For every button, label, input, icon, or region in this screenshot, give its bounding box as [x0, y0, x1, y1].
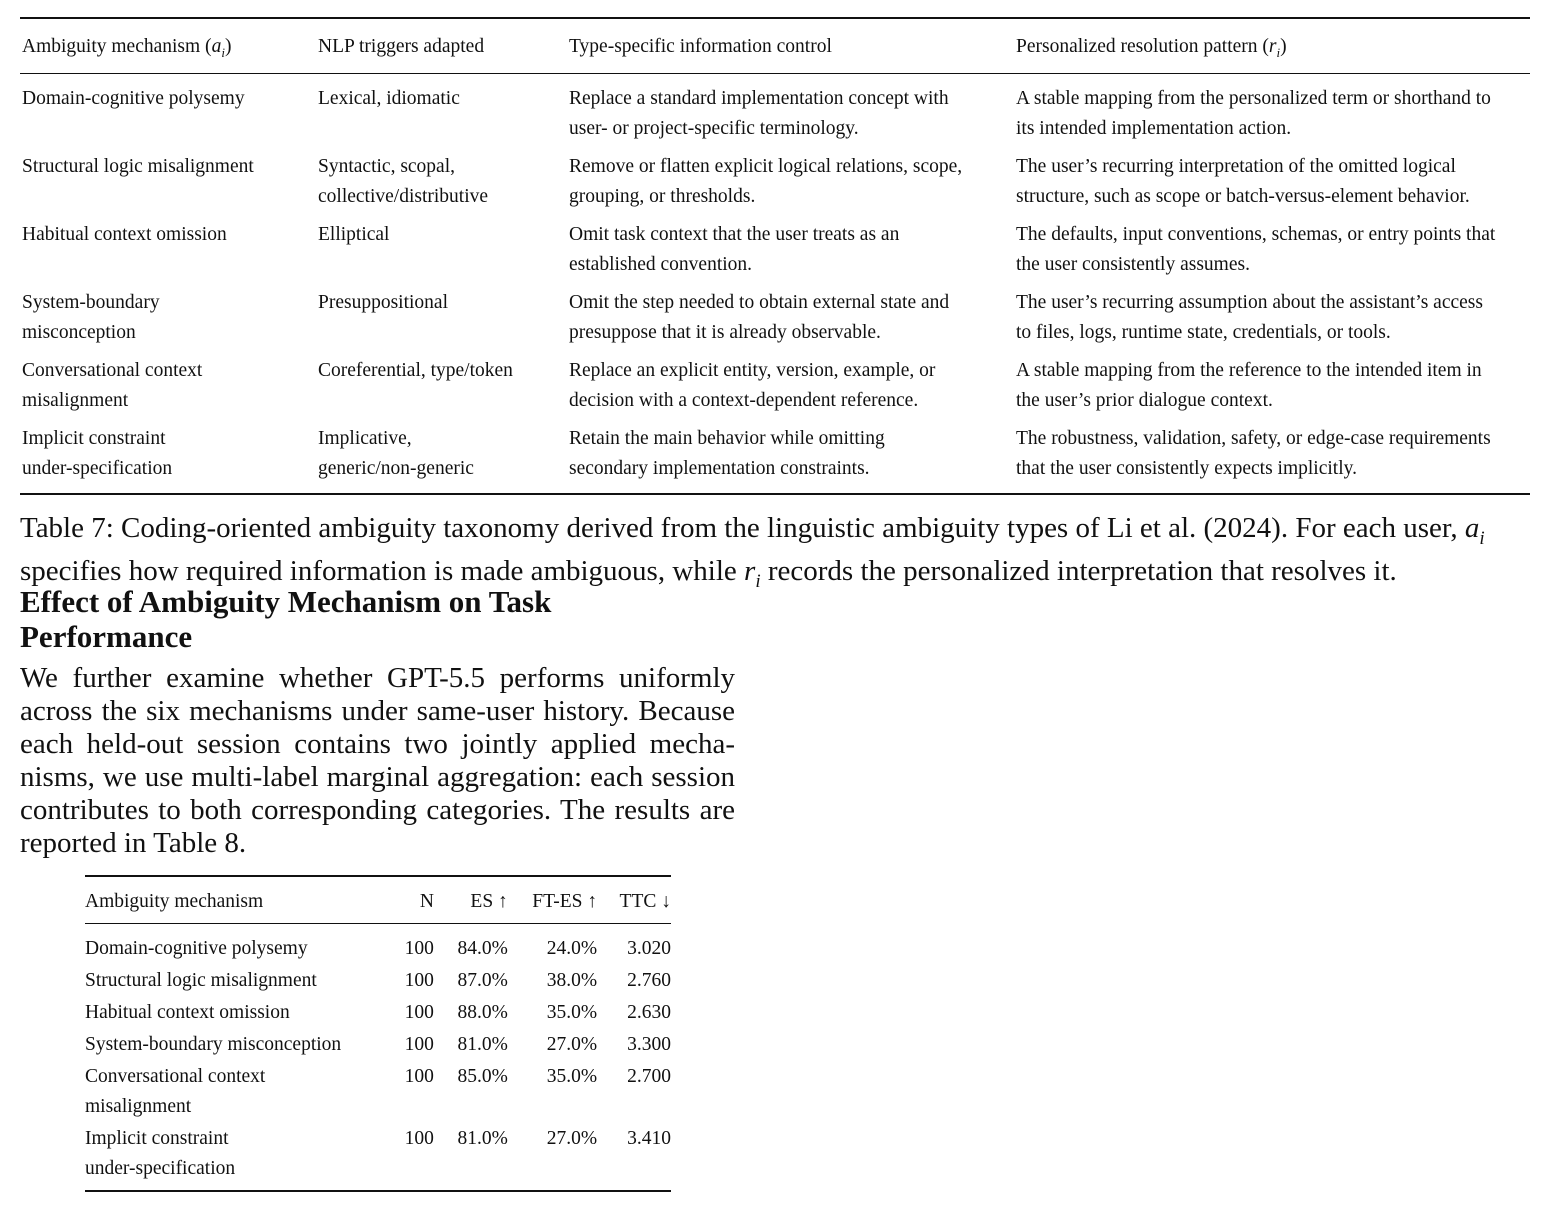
- cell-line: presuppose that it is already observable.: [569, 321, 881, 343]
- t7-cell-mechanism: [20, 280, 318, 348]
- cell-line: misconception: [22, 321, 136, 343]
- t8-cell-es: 88.0%: [457, 1002, 508, 1023]
- t8-cell-ttc: 3.410: [627, 1128, 671, 1149]
- table-row: [85, 1122, 671, 1191]
- t7-cell-control: [569, 73, 1016, 144]
- t8-cell-mechanism: [85, 924, 403, 965]
- cell-line: The robustness, validation, safety, or edge-case requirements: [1016, 427, 1491, 449]
- t8-cell-ttc: 2.700: [627, 1066, 671, 1087]
- cell-line: Remove or flatten explicit logical relations, scope,: [569, 155, 963, 177]
- t8-cell-ftes: 24.0%: [546, 938, 598, 959]
- t8-cell-ftes: 27.0%: [546, 1128, 598, 1149]
- cell-line: Domain-cognitive polysemy: [85, 938, 308, 959]
- cell-line: to files, logs, runtime state, credentials, or tools.: [1016, 321, 1391, 343]
- t7-cell-resolution: [1016, 416, 1530, 494]
- t7-header-control: Type-specific information control: [569, 36, 832, 57]
- t8-cell-n: 100: [404, 970, 434, 991]
- cell-line: user- or project-specific terminology.: [569, 117, 859, 139]
- t8-cell-mechanism: [85, 1122, 403, 1191]
- t7-cell-mechanism: [20, 416, 318, 494]
- cell-line: The user’s recurring assumption about the assistant’s access: [1016, 291, 1483, 313]
- table-row: [85, 996, 671, 1028]
- t8-cell-mechanism: [85, 996, 403, 1028]
- t7-header-mechanism: Ambiguity mechanism $(a_i)$: [22, 36, 232, 60]
- section-heading: Effect of Ambiguity Mechanism on Task Performance: [20, 584, 552, 654]
- cell-line: Lexical, idiomatic: [318, 87, 460, 109]
- cell-line: Domain-cognitive polysemy: [22, 87, 245, 109]
- t8-cell-es: 81.0%: [457, 1128, 508, 1149]
- table-row: [85, 924, 671, 965]
- t7-cell-triggers: [318, 348, 569, 416]
- t8-cell-ftes: 27.0%: [546, 1034, 598, 1055]
- cell-line: Structural logic misalignment: [85, 970, 317, 991]
- cell-line: under-specification: [22, 457, 173, 479]
- table-row: [20, 212, 1530, 280]
- cell-line: Replace an explicit entity, version, example, or: [569, 359, 936, 381]
- cell-line: established convention.: [569, 253, 753, 275]
- table-row: [20, 348, 1530, 416]
- table-8-header-row: [85, 876, 671, 924]
- table-row: [20, 144, 1530, 212]
- cell-line: Habitual context omission: [85, 1002, 290, 1023]
- t8-cell-n: 100: [404, 1002, 434, 1023]
- t8-cell-ftes: 35.0%: [546, 1002, 598, 1023]
- cell-line: Omit task context that the user treats as an: [569, 223, 900, 245]
- t7-cell-control: [569, 348, 1016, 416]
- cell-line: grouping, or thresholds.: [569, 185, 756, 207]
- t7-cell-resolution: [1016, 73, 1530, 144]
- t8-cell-n: 100: [404, 938, 434, 959]
- t8-header-mechanism: Ambiguity mechanism: [85, 891, 264, 912]
- cell-line: its intended implementation action.: [1016, 117, 1292, 139]
- t8-cell-es: 87.0%: [457, 970, 508, 991]
- cell-line: Coreferential, type/token: [318, 359, 513, 381]
- t8-header-ttc: TTC ↓: [619, 891, 671, 912]
- t8-cell-ttc: 2.760: [627, 970, 671, 991]
- cell-line: System-boundary: [22, 291, 160, 313]
- t8-cell-ttc: 3.300: [627, 1034, 671, 1055]
- cell-line: misalignment: [22, 389, 129, 411]
- t8-cell-ftes: 38.0%: [546, 970, 598, 991]
- t8-cell-n: 100: [404, 1128, 434, 1149]
- table-row: [20, 280, 1530, 348]
- cell-line: Habitual context omission: [22, 223, 227, 245]
- t8-cell-mechanism: [85, 1060, 403, 1122]
- cell-line: The user’s recurring interpretation of the omitted logical: [1016, 155, 1456, 177]
- t7-header-triggers: NLP triggers adapted: [318, 36, 485, 57]
- t7-cell-mechanism: [20, 73, 318, 144]
- t8-header-ftes: FT-ES ↑: [532, 891, 598, 912]
- cell-line: Structural logic misalignment: [22, 155, 254, 177]
- cell-line: Implicative,: [318, 427, 412, 449]
- t7-cell-mechanism: [20, 144, 318, 212]
- t8-cell-es: 85.0%: [457, 1066, 508, 1087]
- cell-line: the user’s prior dialogue context.: [1016, 389, 1273, 411]
- table-row: [85, 1060, 671, 1122]
- t7-cell-resolution: [1016, 348, 1530, 416]
- cell-line: the user consistently assumes.: [1016, 253, 1250, 275]
- cell-line: secondary implementation constraints.: [569, 457, 870, 479]
- t7-cell-control: [569, 416, 1016, 494]
- cell-line: Implicit constraint: [85, 1128, 229, 1149]
- t7-cell-triggers: [318, 212, 569, 280]
- t8-cell-n: 100: [404, 1034, 434, 1055]
- cell-line: under-specification: [85, 1158, 236, 1179]
- section-paragraph: We further examine whether GPT-5.5 performs uniformly across the six mechanisms under same-user history. Because each held-out session contains two jointly applied mecha- nisms, we use multi-label marginal aggregation: each session contributes to both corresponding categories. The results are reported in Table 8.: [20, 662, 735, 859]
- cell-line: Presuppositional: [318, 291, 448, 313]
- t8-header-es: ES ↑: [470, 891, 508, 912]
- table-7: [20, 17, 1530, 495]
- t7-cell-triggers: [318, 73, 569, 144]
- t7-cell-mechanism: [20, 348, 318, 416]
- cell-line: Syntactic, scopal,: [318, 155, 456, 177]
- cell-line: Replace a standard implementation concept with: [569, 87, 949, 109]
- cell-line: Conversational context: [85, 1066, 266, 1087]
- t8-cell-es: 84.0%: [457, 938, 508, 959]
- cell-line: decision with a context-dependent reference.: [569, 389, 919, 411]
- cell-line: structure, such as scope or batch-versus-element behavior.: [1016, 185, 1470, 207]
- t7-cell-triggers: [318, 144, 569, 212]
- table-row: [20, 416, 1530, 494]
- cell-line: that the user consistently expects implicitly.: [1016, 457, 1357, 479]
- t8-cell-ttc: 3.020: [627, 938, 671, 959]
- cell-line: Retain the main behavior while omitting: [569, 427, 885, 449]
- t7-cell-control: [569, 144, 1016, 212]
- cell-line: The defaults, input conventions, schemas, or entry points that: [1016, 223, 1496, 245]
- table-8: [85, 875, 671, 1192]
- t7-cell-triggers: [318, 416, 569, 494]
- t7-cell-mechanism: [20, 212, 318, 280]
- cell-line: generic/non-generic: [318, 457, 474, 479]
- t7-cell-control: [569, 280, 1016, 348]
- cell-line: System-boundary misconception: [85, 1034, 342, 1055]
- t7-header-resolution: Personalized resolution pattern $(r_i)$: [1016, 36, 1287, 60]
- t7-cell-control: [569, 212, 1016, 280]
- cell-line: collective/distributive: [318, 185, 489, 207]
- t8-cell-n: 100: [404, 1066, 434, 1087]
- t8-header-n: N: [419, 891, 434, 912]
- table-7-header-row: [20, 18, 1530, 73]
- cell-line: A stable mapping from the reference to the intended item in: [1016, 359, 1482, 381]
- t8-cell-es: 81.0%: [457, 1034, 508, 1055]
- cell-line: Implicit constraint: [22, 427, 166, 449]
- t7-cell-triggers: [318, 280, 569, 348]
- table-row: [85, 1028, 671, 1060]
- cell-line: Omit the step needed to obtain external state and: [569, 291, 950, 313]
- t8-cell-ttc: 2.630: [627, 1002, 671, 1023]
- t7-cell-resolution: [1016, 144, 1530, 212]
- table-row: [85, 964, 671, 996]
- cell-line: misalignment: [85, 1096, 192, 1117]
- table-row: [20, 73, 1530, 144]
- table-7-caption: Table 7: Coding-oriented ambiguity taxonomy derived from the linguistic ambiguity types of Li et al. (2024). For each user, $a_i$ specifies how required information is made ambiguous, while $r_i$ records the personalized interpretation that resolves it.: [20, 512, 1485, 592]
- t7-cell-resolution: [1016, 280, 1530, 348]
- cell-line: Elliptical: [318, 223, 390, 245]
- t8-cell-mechanism: [85, 964, 403, 996]
- t8-cell-ftes: 35.0%: [546, 1066, 598, 1087]
- cell-line: A stable mapping from the personalized term or shorthand to: [1016, 87, 1491, 109]
- cell-line: Conversational context: [22, 359, 203, 381]
- t7-cell-resolution: [1016, 212, 1530, 280]
- t8-cell-mechanism: [85, 1028, 403, 1060]
